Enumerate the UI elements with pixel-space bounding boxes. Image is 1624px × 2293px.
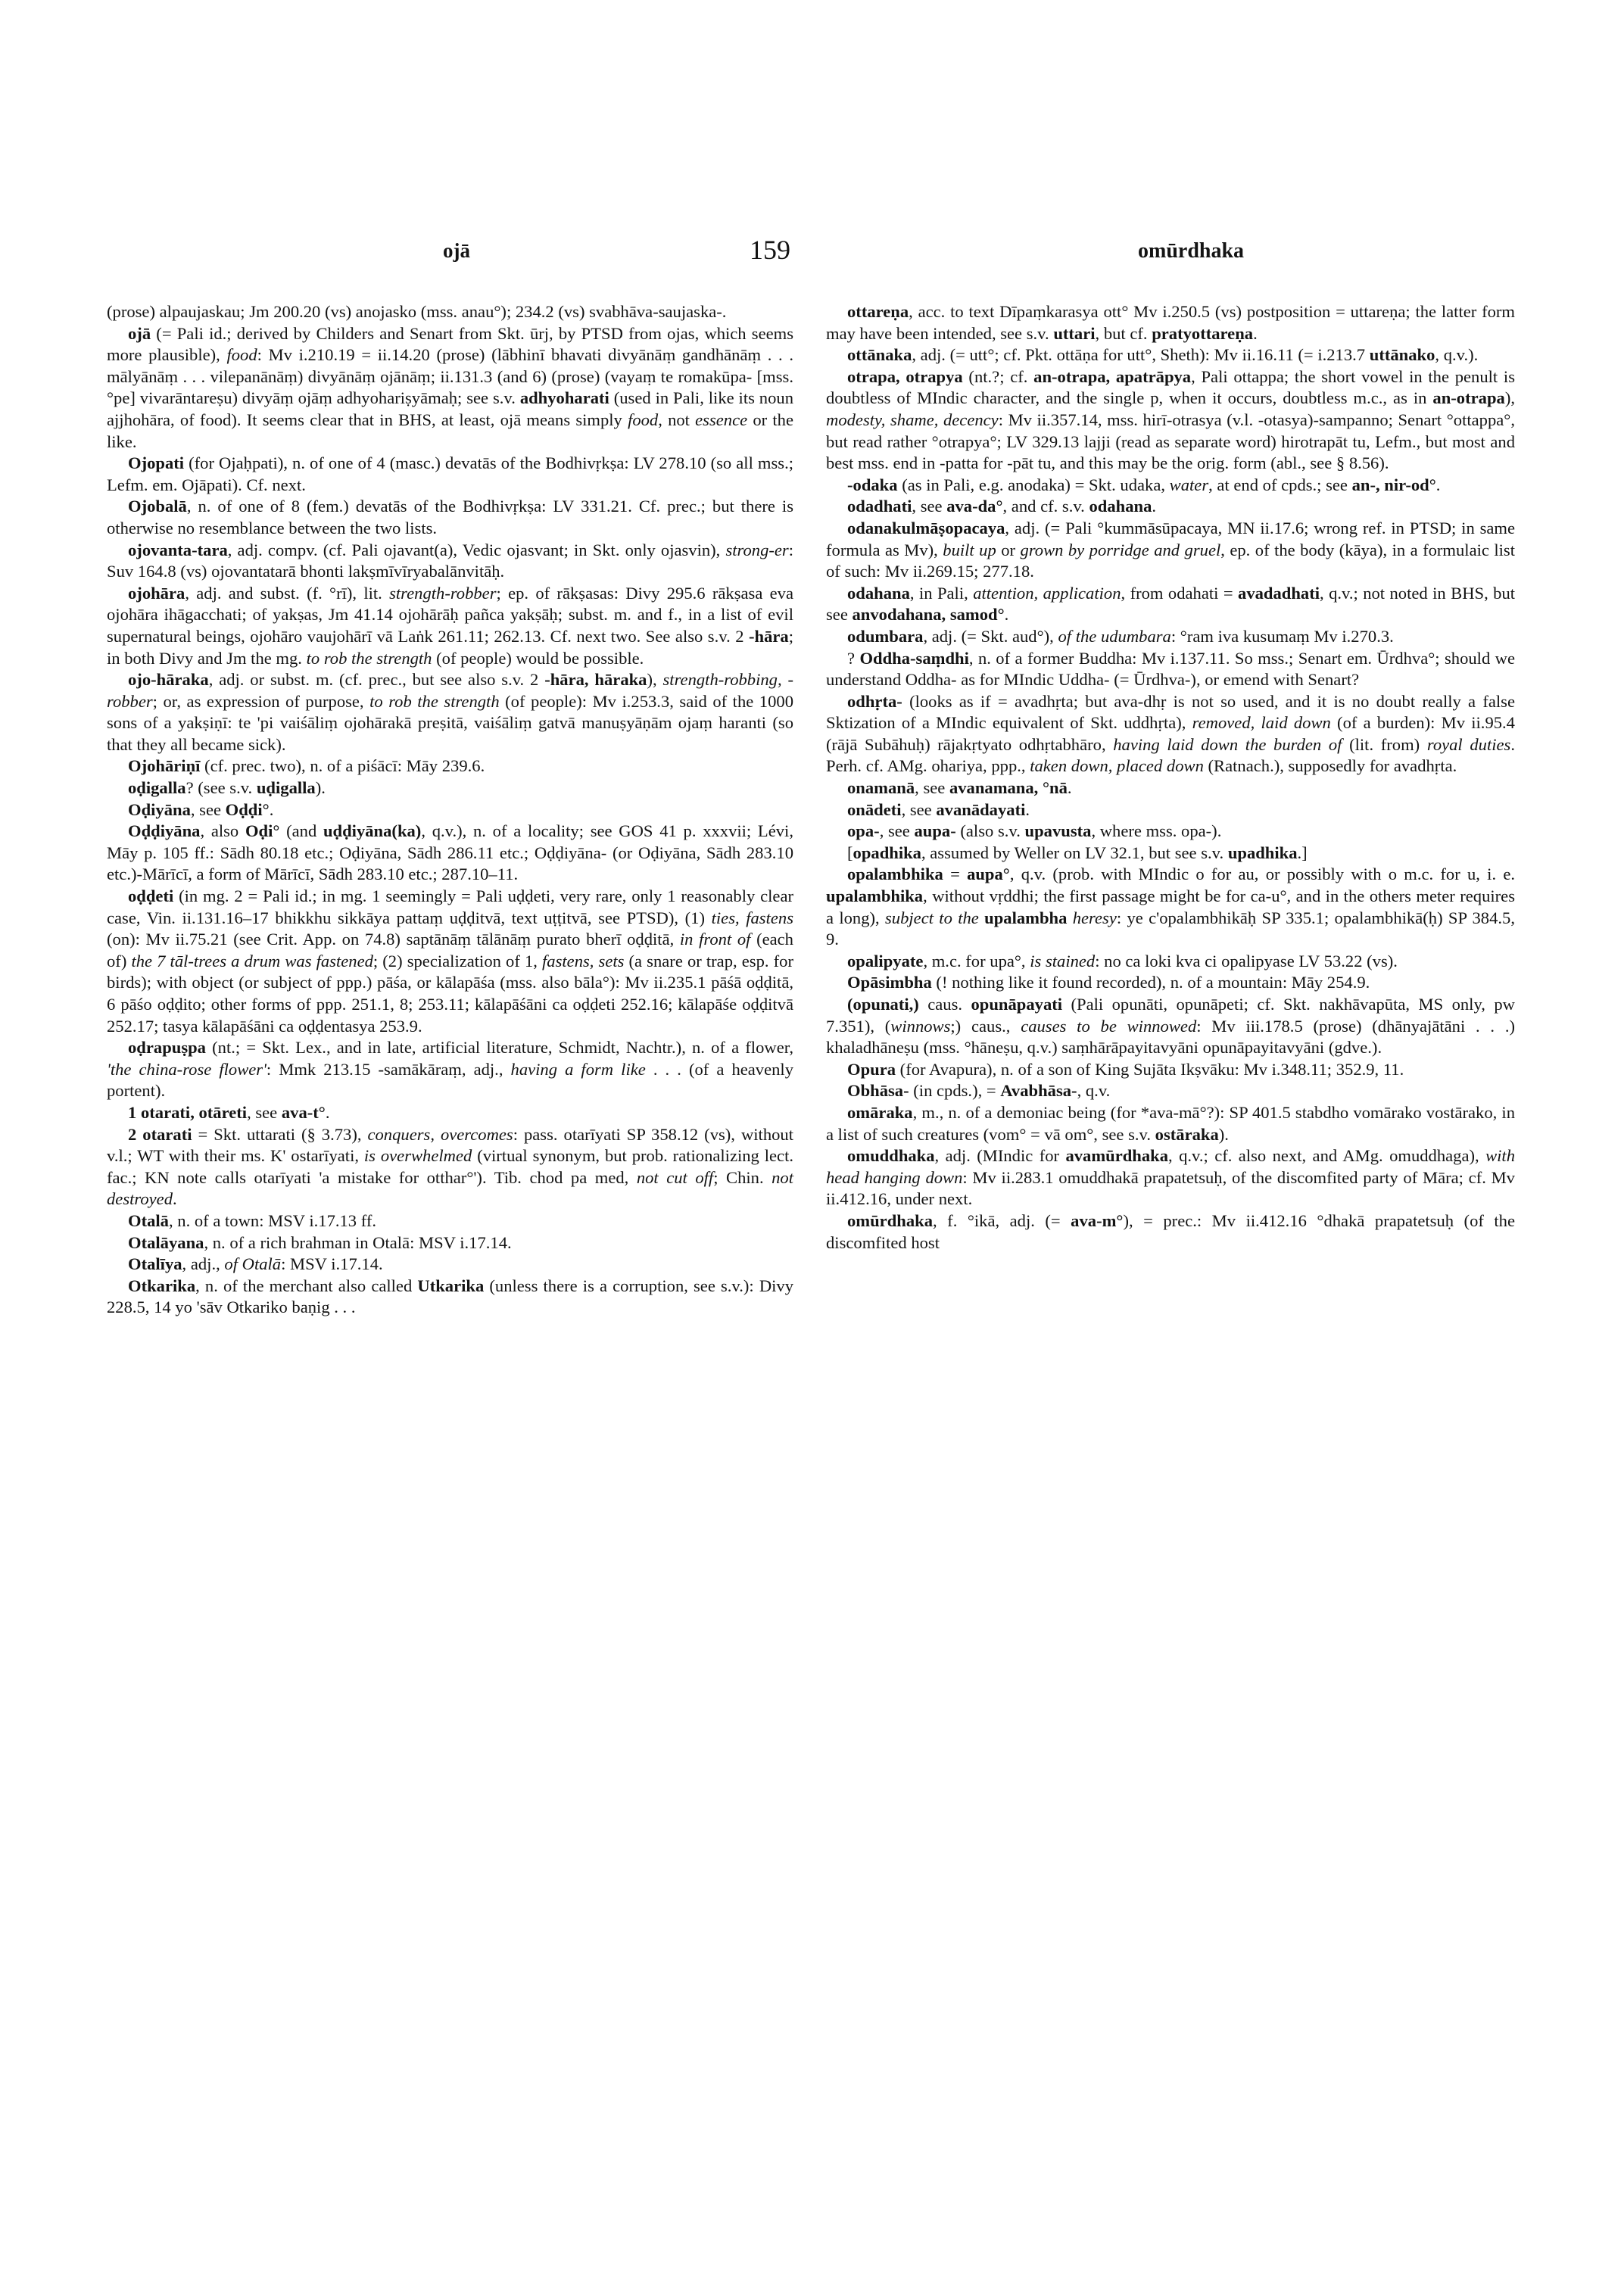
entry-text: (for Avapura), n. of a son of King Sujāta Ikṣvāku: Mv i.348.11; 352.9, 11. (896, 1059, 1404, 1079)
entry-text: . (1004, 605, 1009, 625)
headword: oḍḍeti (128, 886, 174, 906)
headword: avanādayati (936, 799, 1026, 819)
gloss-text: essence (695, 410, 748, 429)
entry-text: or the like. (107, 410, 793, 451)
entry-text: , adj. (= Skt. aud°), (923, 626, 1058, 646)
entry-text (1067, 908, 1072, 927)
gloss-text: subject to the (885, 908, 979, 927)
headword: uḍḍiyāna(ka) (323, 821, 422, 841)
headword: -hāra (749, 626, 789, 646)
gloss-text: strength-robbing, -robber (107, 670, 793, 711)
entry-text: (prose) alpaujaskau; Jm 200.20 (vs) anojasko (mss. anau°); 234.2 (vs) svabhāva-saujaska-. (107, 302, 727, 321)
entry-text: (looks as if = avadhṛta; but ava-dhṛ is not so used, and it is no doubt really a false Sktization of a MIndic equivalent of Skt. uddhṛta), (826, 691, 1515, 733)
headword: odadhati (847, 497, 912, 516)
headword: ava-da° (946, 497, 1003, 516)
headword: uḍigalla (256, 778, 316, 798)
entry-text: ), = prec.: Mv ii.412.16 °dhakā prapatetsuḥ (of the discomfited host (826, 1210, 1515, 1252)
entry-text: . (1152, 497, 1157, 516)
headword: avamūrdhaka (1065, 1146, 1169, 1166)
headword: anvodahana, samod° (852, 605, 1005, 625)
entry-text: [ (847, 843, 853, 862)
dictionary-entry (107, 1232, 793, 1254)
dictionary-entry (826, 972, 1515, 994)
headword: an-otrapa, apatrāpya (1033, 366, 1192, 386)
headword: Utkarika (417, 1276, 485, 1295)
dictionary-entry (107, 669, 793, 756)
dictionary-entry (107, 756, 793, 777)
dictionary-entry (826, 1102, 1515, 1145)
gloss-text: fastens, sets (542, 951, 625, 970)
entry-text: (Ratnach.), supposedly for avadhṛta. (1203, 756, 1457, 776)
dictionary-entry (826, 951, 1515, 973)
entry-text: : ye c'opalambhikāḥ SP 335.1; opalambhikā(ḥ) SP 384.5, 9. (826, 908, 1515, 949)
entry-text: . (173, 1189, 177, 1209)
entry-text: (as in Pali, e.g. anodaka) = Skt. udaka, (897, 475, 1170, 494)
headword: (opunati,) (847, 995, 919, 1014)
entry-text: , acc. to text Dīpaṃkarasya ott° Mv i.250.5 (vs) postposition = uttareṇa; the latter form may have been intended, see s.v. (826, 302, 1515, 343)
headword: Otalā (128, 1210, 169, 1230)
entry-text: : no ca loki kva ci opalipyase LV 53.22 (vs). (1095, 951, 1398, 970)
entry-text: : Mv iii.178.5 (prose) (dhānyajātāni . . .) khaladhāneṣu (mss. °hāneṣu, q.v.) saṃhārāpayitavyāni opunāpayitavyāni (gdve.). (826, 1016, 1515, 1058)
gloss-text: winnows (890, 1016, 951, 1036)
dictionary-entry (826, 344, 1515, 366)
entry-text: , n. of a rich brahman in Otalā: MSV i.17.14. (204, 1232, 512, 1252)
headword: ava-t° (281, 1102, 326, 1122)
headword: upalambha (984, 908, 1068, 927)
gloss-text: not destroyed (107, 1167, 793, 1209)
right-column (826, 301, 1515, 1254)
entry-text: (for Ojaḥpati), n. of one of 4 (masc.) devatās of the Bodhivṛkṣa: LV 278.10 (so all mss.; Lefm. em. Ojāpati). Cf. next. (107, 453, 793, 494)
entry-text: , where mss. opa-). (1091, 821, 1222, 841)
entry-text: , but cf. (1095, 323, 1152, 343)
entry-text: : Mmk 213.15 -samākāraṃ, adj., (266, 1059, 511, 1079)
entry-text: , not (658, 410, 696, 429)
entry-text: ;) caus., (950, 1016, 1021, 1036)
entry-text: . (269, 799, 274, 819)
entry-text: ), (647, 670, 663, 690)
entry-text: , m., n. of a demoniac being (for *ava-mā°?): SP 401.5 stabdho vomārako vostārako, in a list of such creatures (vom° = vā om°, see s.v. (826, 1102, 1515, 1144)
entry-text: , see (901, 799, 937, 819)
entry-text: , q.v.), n. of a locality; see GOS 41 p. xxxvii; Lévi, Māy p. 105 ff.: Sādh 80.18 etc.; Oḍiyāna, Sādh 286.11 etc.; Oḍḍiyāna- (or Oḍiyāna, Sādh 283.10 etc.)-Mārīcī, a form of Mārīcī, Sādh 283.10 etc.; 287.10–11. (107, 821, 793, 884)
entry-text: , n. of one of 8 (fem.) devatās of the Bodhivṛkṣa: LV 331.21. Cf. prec.; but there is otherwise no resemblance between the two lists. (107, 497, 793, 537)
dictionary-entry (107, 1254, 793, 1276)
entry-text: (of a burden): Mv ii.95.4 (rājā Subāhuḥ) rājakṛtyato odhṛtabhāro, (826, 713, 1515, 754)
gloss-text: to rob the strength (369, 691, 500, 711)
entry-text: (in mg. 2 = Pali id.; in mg. 1 seemingly = Pali uḍḍeti, very rare, only 1 reasonably clear case, Vin. ii.131.16–17 bhikkhu sikkāya pattaṃ uḍḍitvā, text uṭṭitvā, see PTSD), (1) (107, 886, 793, 927)
headword: adhyoharati (519, 388, 609, 408)
headword: omuddhaka (847, 1146, 935, 1166)
gloss-text: strength-robber (389, 583, 497, 603)
entry-text: . (325, 1102, 330, 1122)
entry-text: , ep. of the body (kāya), in a formulaic list of such: Mv ii.269.15; 277.18. (826, 540, 1516, 581)
page-number: 159 (750, 235, 790, 265)
gloss-text: having a form like (510, 1059, 646, 1079)
headword: avadadhati (1238, 583, 1320, 603)
entry-text: . (1067, 778, 1072, 798)
entry-text: , adj. and subst. (f. °rī), lit. (185, 583, 390, 603)
entry-text: , from odahati = (1121, 583, 1239, 603)
headword: Otalīya (128, 1254, 182, 1274)
entry-text: = (943, 865, 968, 884)
gloss-text: in front of (679, 930, 751, 949)
headword: Otalāyana (128, 1232, 204, 1252)
entry-text: ? (see s.v. (185, 778, 257, 798)
headword: upavusta (1024, 821, 1092, 841)
dictionary-entry (826, 583, 1515, 626)
entry-text: ; or, as expression of purpose, (152, 691, 370, 711)
left-column (107, 301, 793, 1319)
gloss-text: causes to be winnowed (1021, 1016, 1197, 1036)
entry-text: , m.c. for upa°, (923, 951, 1030, 970)
entry-text: ). (315, 778, 326, 798)
headword: uttari (1053, 323, 1096, 343)
entry-text: caus. (918, 995, 971, 1014)
gloss-text: built up (943, 540, 996, 559)
entry-text: , q.v. (1077, 1081, 1111, 1101)
entry-text: , adj. (= Pali °kummāsūpacaya, MN ii.17.6; wrong ref. in PTSD; in same formula as Mv), (826, 518, 1515, 559)
gloss-text: food (226, 345, 257, 365)
gloss-text: removed, laid down (1192, 713, 1331, 733)
entry-text: , and cf. s.v. (1002, 497, 1089, 516)
dictionary-entry (826, 994, 1515, 1059)
entry-text: ? (847, 648, 860, 668)
headword: oḍigalla (128, 778, 186, 798)
entry-text: ; Chin. (713, 1167, 772, 1187)
headword: Oḍḍi° (225, 799, 270, 819)
dictionary-entry (826, 301, 1515, 344)
headword: omūrdhaka (847, 1210, 934, 1230)
running-head-right: omūrdhaka (1138, 239, 1245, 263)
entry-text: : Mv ii.357.14, mss. hirī-otrasya (v.l. -otasya)-sampanno; Senart °ottappa°, but read rather °otrapya°; LV 329.13 lajji (read as separate word) hirotrapāt tu, Lefm., but most and best mss. end in -patta for -pāt tu, and this may be the orig. form (abl., see § 8.56). (826, 410, 1515, 473)
headword: Opāsimbha (847, 973, 932, 992)
gloss-text: strong-er (725, 540, 789, 559)
entry-text: , Pali ottappa; the short vowel in the penult is doubtless of MIndic character, and the single p, when it occurs, doubtless m.c., as in (826, 366, 1515, 408)
gloss-text: attention, application (973, 583, 1121, 603)
headword: upalambhika (826, 886, 924, 906)
headword: -hāra, hāraka (544, 670, 647, 690)
headword: opa- (847, 821, 880, 841)
entry-text: (nt.; = Skt. Lex., and in late, artificial literature, Schmidt, Nachtr.), n. of a flower, (205, 1038, 793, 1058)
headword: ottareṇa (847, 302, 909, 321)
headword: odahana (1089, 497, 1152, 516)
entry-text: (! nothing like it found recorded), n. of a mountain: Māy 254.9. (931, 973, 1370, 992)
gloss-text: is overwhelmed (363, 1146, 472, 1166)
entry-text: or (996, 540, 1021, 559)
headword: onādeti (847, 799, 902, 819)
entry-text: . (1025, 799, 1030, 819)
entry-text: ; (2) specialization of 1, (372, 951, 543, 970)
gloss-text: royal duties (1426, 734, 1511, 754)
entry-text: , adj. or subst. m. (cf. prec., but see also s.v. 2 (208, 670, 545, 690)
gloss-text: grown by porridge and gruel (1020, 540, 1221, 559)
entry-text: .] (1297, 843, 1308, 862)
entry-text: , see (915, 778, 949, 798)
headword: Obhāsa- (847, 1081, 909, 1101)
headword: pratyottareṇa (1152, 323, 1254, 343)
dictionary-entry (826, 1145, 1515, 1210)
entry-text: : pass. otarīyati SP 358.12 (vs), without v.l.; WT with their ms. K' ostarīyati, (107, 1124, 793, 1166)
entry-text: , also (200, 821, 245, 841)
headword: Oḍi° (245, 821, 280, 841)
dictionary-entry (826, 1080, 1515, 1102)
dictionary-entry (107, 540, 793, 583)
dictionary-entry (107, 496, 793, 539)
entry-text: (virtual synonym, but prob. rationalizing lect. fac.; KN note calls otarīyati 'a mistake for otthar°'). Tib. chod pa med, (107, 1146, 793, 1187)
entry-text: , without vṛddhi; the first passage might be for ca-u°, and in the others meter requires a long), (826, 886, 1515, 927)
headword: opalambhika (847, 865, 943, 884)
dictionary-entry (826, 648, 1515, 691)
headword: uttānako (1369, 345, 1435, 365)
entry-text: (of people): Mv i.253.3, said of the 1000 sons of a yakṣiṇī: te 'pi vaiśāliṃ ojohārakā preṣitā, vaiśāliṃ gatvā manuṣyāṇām ojaṃ haranti (so that they all became sick). (107, 691, 793, 754)
dictionary-entry (107, 1276, 793, 1319)
entry-text: (a snare or trap, esp. for birds); with object (or subject of ppp.) pāśa, or kālapāśa (mss. also bāla°): Mv ii.235.1 pāśā oḍḍitā, 6 pāśo oḍḍito; other forms of ppp. 251.1, 8; 253.11; kālapāśāni ca oḍḍeti 252.16; kālapāśe oḍḍitvā 252.17; tasya kālapāśāni ca oḍḍentasya 253.9. (107, 951, 793, 1036)
dictionary-entry (826, 1059, 1515, 1081)
dictionary-entry (107, 886, 793, 1037)
dictionary-entry (826, 691, 1515, 777)
gloss-text: conquers, overcomes (367, 1124, 513, 1144)
headword: ottānaka (847, 345, 912, 365)
dictionary-entry (826, 626, 1515, 648)
gloss-text: to rob the strength (306, 648, 432, 668)
dictionary-entry (826, 496, 1515, 518)
entry-text: (also s.v. (955, 821, 1025, 841)
entry-text: , in Pali, (909, 583, 974, 603)
dictionary-entry (107, 323, 793, 453)
entry-text: , n. of a former Buddha: Mv i.137.11. So mss.; Senart em. Ūrdhva°; should we understand Oddha- as for MIndic Uddha- (= Ūrdhva-), or emend with Senart? (826, 648, 1515, 690)
headword: Opura (847, 1059, 896, 1079)
entry-text: , at end of cpds.; see (1208, 475, 1352, 494)
dictionary-entry (107, 777, 793, 799)
entry-text: , assumed by Weller on LV 32.1, but see s.v. (921, 843, 1228, 862)
dictionary-entry (107, 821, 793, 886)
dictionary-entry (107, 1124, 793, 1210)
entry-text: , q.v.; not noted in BHS, but see (826, 583, 1516, 625)
entry-text: : Suv 164.8 (vs) ojovantatarā bhonti lakṣmīvīryabalānvitāḥ. (107, 540, 793, 581)
entry-text: (cf. prec. two), n. of a piśācī: Māy 239.6. (200, 756, 485, 776)
headword: an-, nir-od° (1351, 475, 1436, 494)
entry-text: , q.v.). (1435, 345, 1479, 365)
entry-text: (nt.?; cf. (962, 366, 1034, 386)
headword: odumbara (847, 626, 924, 646)
dictionary-entry (826, 821, 1515, 843)
headword: ojā (128, 323, 151, 343)
dictionary-entry (826, 777, 1515, 799)
entry-text: , adj., (182, 1254, 225, 1274)
entry-text: . (1435, 475, 1441, 494)
gloss-text: is stained (1030, 951, 1096, 970)
dictionary-entry (826, 475, 1515, 497)
dictionary-entry (826, 1210, 1515, 1254)
headword: Ojobalā (128, 497, 187, 516)
headword: otrapa, otrapya (847, 366, 963, 386)
dictionary-entry (826, 843, 1515, 865)
entry-text: (and (279, 821, 323, 841)
headword: Oḍiyāna (128, 799, 191, 819)
headword: odahana (847, 583, 910, 603)
entry-text: , q.v.; cf. also next, and AMg. omuddhaga), (1168, 1146, 1486, 1166)
dictionary-entry (107, 799, 793, 821)
entry-text: : MSV i.17.14. (281, 1254, 383, 1274)
headword: onamanā (847, 778, 915, 798)
entry-text: , see (247, 1102, 282, 1122)
entry-text: : °ram iva kusumaṃ Mv i.270.3. (1170, 626, 1394, 646)
gloss-text: ties, fastens (711, 908, 793, 927)
gloss-text: 'the china-rose flower' (107, 1059, 267, 1079)
entry-text: , adj. (MIndic for (934, 1146, 1066, 1166)
headword: ojohāra (128, 583, 185, 603)
entry-text: (Pali opunāti, opunāpeti; cf. Skt. nakhāvapūta, MS only, pw 7.351), ( (826, 995, 1515, 1036)
headword: aupa° (967, 865, 1010, 884)
entry-text: ; in both Divy and Jm the mg. (107, 626, 793, 668)
entry-text: , adj. (= utt°; cf. Pkt. ottāṇa for utt°, Sheth): Mv ii.16.11 (= i.213.7 (912, 345, 1370, 365)
gloss-text: not cut off (636, 1167, 714, 1187)
entry-text: . . . (of a heavenly portent). (107, 1059, 794, 1101)
dictionary-entry (107, 453, 793, 496)
dictionary-entry (107, 301, 793, 323)
entry-text: ). (1218, 1124, 1229, 1144)
headword: Avabhāsa- (1000, 1081, 1077, 1101)
headword: Ojopati (128, 453, 185, 473)
entry-text: , n. of a town: MSV i.17.13 ff. (168, 1210, 377, 1230)
entry-text: : Mv ii.283.1 omuddhakā prapatetsuḥ, of the discomfited party of Māra; cf. Mv ii.412.16, under next. (826, 1167, 1515, 1209)
headword: opalipyate (847, 951, 924, 970)
gloss-text: taken down, placed down (1030, 756, 1204, 776)
gloss-text: heresy (1072, 908, 1117, 927)
headword: avanamana, °nā (949, 778, 1068, 798)
headword: an-otrapa (1432, 388, 1505, 408)
gloss-text: with head hanging down (826, 1146, 1515, 1187)
entry-text: (each of) (107, 930, 793, 970)
entry-text: (in cpds.), = (909, 1081, 1001, 1101)
entry-text: , see (912, 497, 947, 516)
gloss-text: modesty, shame, decency (826, 410, 999, 429)
entry-text: (used in Pali, like its noun ajjhohāra, of food). It seems clear that in BHS, at least, ojā means simply (107, 388, 793, 429)
dictionary-entry (107, 583, 793, 669)
dictionary-entry (826, 366, 1515, 475)
headword: opunāpayati (971, 995, 1063, 1014)
entry-text: (unless there is a corruption, see s.v.): Divy 228.5, 14 yo 'sāv Otkariko baṇig . . . (107, 1276, 794, 1317)
dictionary-entry (107, 1037, 793, 1102)
headword: Otkarika (128, 1276, 196, 1295)
headword: upadhika (1227, 843, 1298, 862)
entry-text: = Skt. uttarati (§ 3.73), (192, 1124, 368, 1144)
entry-text: ; ep. of rākṣasas: Divy 295.6 rākṣasa eva ojohāra ihāgacchati; of yakṣas, Jm 41.14 ojohārāḥ pañca yakṣāḥ; subst. m. and f., in a list of evil supernatural beings, ojohāro vaujohārī vā Laṅk 261.11; 262.13. Cf. next two. See also s.v. 2 (107, 583, 793, 646)
headword: -odaka (847, 475, 898, 494)
entry-text: . (1253, 323, 1258, 343)
entry-text: , f. °ikā, adj. (= (933, 1210, 1071, 1230)
headword: Oddha-saṃdhi (859, 648, 969, 668)
dictionary-entry (107, 1210, 793, 1232)
dictionary-entry (826, 864, 1515, 950)
entry-text: : Mv i.210.19 = ii.14.20 (prose) (lābhinī bhavati divyānāṃ gandhānāṃ . . . mālyānāṃ . . . vilepanānāṃ) divyānāṃ ojānāṃ; ii.131.3 (and 6) (prose) (vayaṃ te romakūpa- [mss. °pe] vivarāntareṣu) divyāṃ ojāṃ adhyohariṣyāmaḥ; see s.v. (107, 345, 793, 408)
headword: ojo-hāraka (128, 670, 209, 690)
gloss-text: water (1169, 475, 1209, 494)
entry-text: (lit. from) (1342, 734, 1427, 754)
entry-text: , n. of the merchant also called (195, 1276, 418, 1295)
gloss-text: of Otalā (224, 1254, 282, 1274)
headword: aupa- (914, 821, 956, 841)
entry-text: (on): Mv ii.75.21 (see Crit. App. on 74.8) saptānāṃ tālānāṃ purato bherī oḍḍitā, (107, 930, 680, 949)
dictionary-entry (826, 799, 1515, 821)
headword: ava-m° (1071, 1210, 1124, 1230)
gloss-text: of the udumbara (1058, 626, 1171, 646)
headword: 1 otarati, otāreti (128, 1102, 248, 1122)
headword: 2 otarati (128, 1124, 192, 1144)
headword: opadhika (853, 843, 921, 862)
headword: odhṛta- (847, 691, 902, 711)
entry-text: , adj. compv. (cf. Pali ojavant(a), Vedic ojasvant; in Skt. only ojasvin), (227, 540, 726, 559)
headword: Ojohāriṇī (128, 756, 201, 776)
entry-text: (= Pali id.; derived by Childers and Senart from Skt. ūrj, by PTSD from ojas, which seems more plausible), (107, 323, 793, 365)
dictionary-entry (826, 518, 1515, 583)
headword: ojovanta-tara (128, 540, 228, 559)
running-head-left: ojā (443, 239, 470, 262)
gloss-text: the 7 tāl-trees a drum was fastened (131, 951, 373, 970)
headword: omāraka (847, 1102, 913, 1122)
gloss-text: having laid down the burden of (1113, 734, 1342, 754)
dictionary-entry (107, 1102, 793, 1124)
entry-text: , see (879, 821, 915, 841)
headword: oḍrapuṣpa (128, 1038, 206, 1058)
entry-text: , q.v. (prob. with MIndic o for au, or possibly with o m.c. for u, i. e. (1009, 865, 1516, 884)
entry-text: , see (190, 799, 226, 819)
headword: ostāraka (1155, 1124, 1219, 1144)
headword: odanakulmāṣopacaya (847, 518, 1005, 537)
entry-text: (of people) would be possible. (432, 648, 644, 668)
entry-text: . Perh. cf. AMg. ohariya, ppp., (826, 734, 1515, 776)
entry-text: ), (1504, 388, 1515, 408)
gloss-text: food (628, 410, 659, 429)
headword: Oḍḍiyāna (128, 821, 201, 841)
